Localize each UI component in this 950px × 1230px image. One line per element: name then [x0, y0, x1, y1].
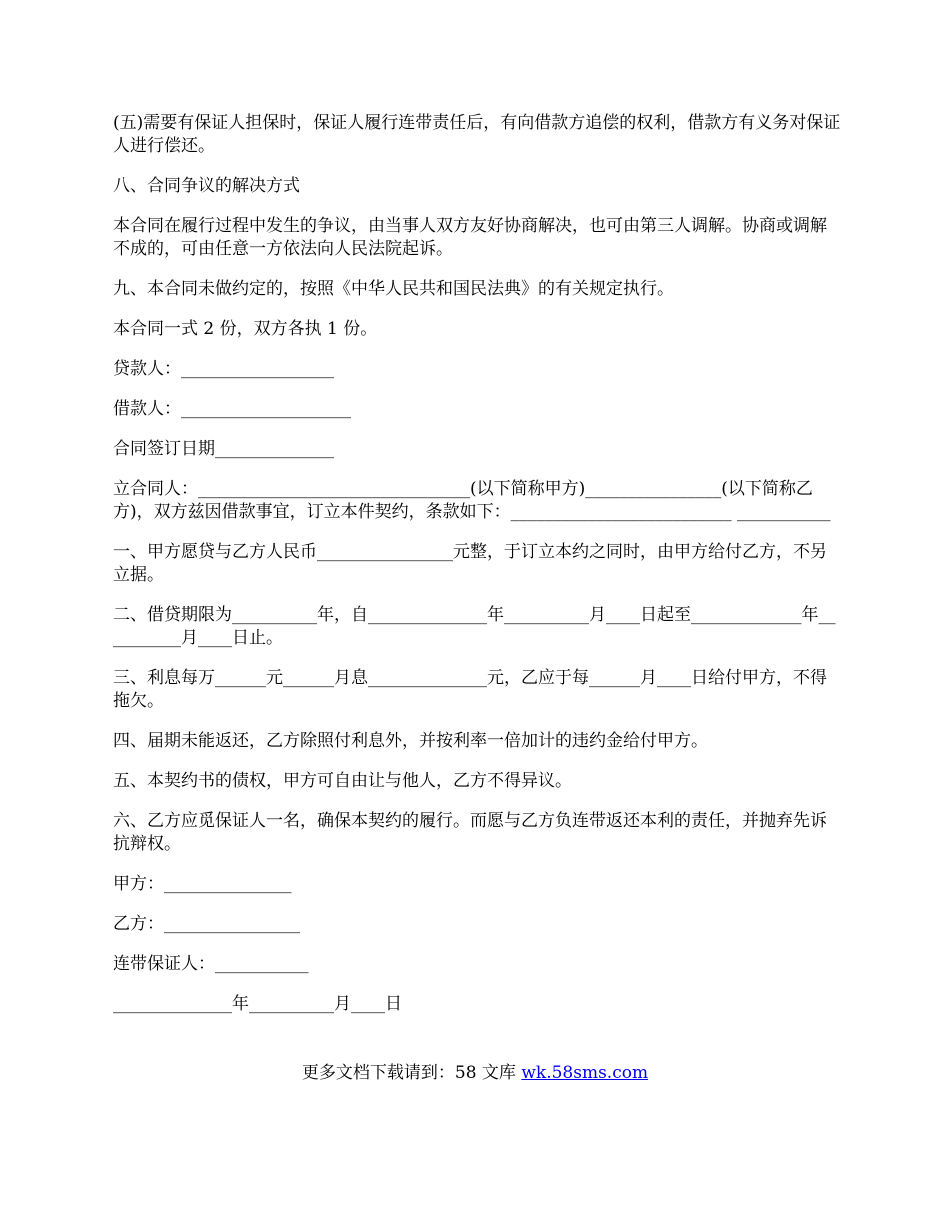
document-body [113, 112, 843, 1033]
section-9-text: 九、本合同未做约定的，按照《中华人民共和国民法典》的有关规定执行。 [113, 279, 674, 299]
signing-date-line: 合同签订日期______________ [113, 439, 334, 459]
contract-parties-intro: 立合同人：________________________________(以下简称甲方)________________(以下简称乙方)，双方兹因借款事宜，订立本件契约，条款如下：__________________________ ___________ [113, 479, 831, 522]
footer-text: 更多文档下载请到：58 文库 [301, 1063, 522, 1083]
final-date-line: ______________年__________月____日 [113, 994, 402, 1014]
borrower-signature-line: 借款人：____________________ [113, 399, 351, 419]
footer [0, 1062, 950, 1085]
section-8-heading: 八、合同争议的解决方式 [113, 176, 300, 196]
party-b-signature-line: 乙方：________________ [113, 914, 300, 934]
party-a-signature-line: 甲方：_______________ [113, 874, 292, 894]
term-5-assignment: 五、本契约书的债权，甲方可自由让与他人，乙方不得异议。 [113, 771, 572, 791]
guarantor-signature-line: 连带保证人：___________ [113, 954, 309, 974]
term-3-interest: 三、利息每万______元______月息______________元，乙应于每______月____日给付甲方，不得拖欠。 [113, 668, 827, 711]
copies-statement: 本合同一式 2 份，双方各执 1 份。 [113, 319, 378, 339]
lender-signature-line: 贷款人：__________________ [113, 359, 334, 379]
term-1-loan-amount: 一、甲方愿贷与乙方人民币________________元整，于订立本约之同时，由甲方给付乙方，不另立据。 [113, 542, 827, 585]
clause-5-guarantor-recourse: (五)需要有保证人担保时，保证人履行连带责任后，有向借款方追偿的权利，借款方有义务对保证人进行偿还。 [113, 113, 841, 156]
term-4-default-penalty: 四、届期未能返还，乙方除照付利息外，并按利率一倍加计的违约金给付甲方。 [113, 731, 708, 751]
dispute-resolution-text: 本合同在履行过程中发生的争议，由当事人双方友好协商解决，也可由第三人调解。协商或调解不成的，可由任意一方依法向人民法院起诉。 [113, 216, 827, 259]
term-2-loan-period: 二、借贷期限为__________年，自______________年__________月____日起至_____________年__________月____日止。 [113, 605, 836, 648]
term-6-guarantor: 六、乙方应觅保证人一名，确保本契约的履行。而愿与乙方负连带返还本利的责任，并抛弃先诉抗辩权。 [113, 811, 827, 854]
footer-link[interactable]: wk.58sms.com [521, 1063, 649, 1083]
